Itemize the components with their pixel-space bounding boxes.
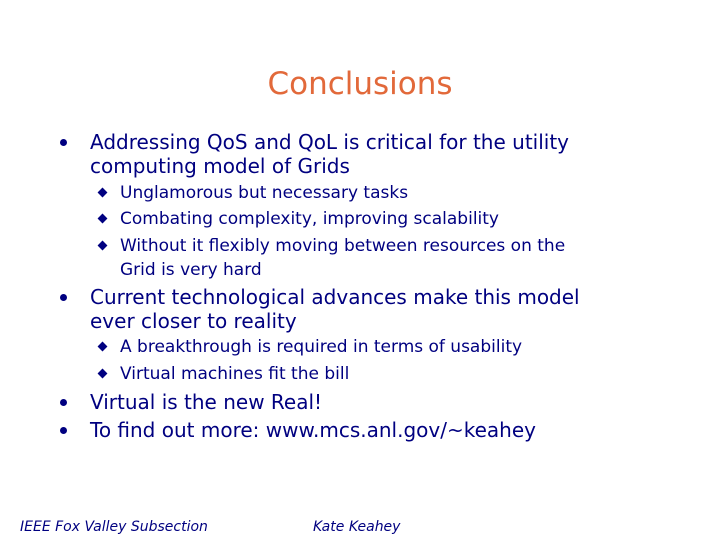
bullet-icon — [60, 399, 67, 406]
bullet-text-line: To find out more: www.mcs.anl.gov/~keahey — [90, 418, 536, 442]
sub-bullet-item — [120, 362, 690, 386]
sub-bullet-text: Combating complexity, improving scalability — [120, 209, 499, 229]
sub-bullet-text: Unglamorous but necessary tasks — [120, 183, 409, 203]
sub-bullet-item — [120, 335, 690, 359]
bullet-text-line: Current technological advances make this model — [90, 285, 580, 309]
sub-bullet-text: A breakthrough is required in terms of usability — [120, 337, 523, 357]
diamond-bullet-icon — [98, 241, 108, 251]
bullet-icon — [60, 139, 67, 146]
sub-bullet-text: Virtual machines fit the bill — [120, 364, 350, 384]
bullet-text-line: Addressing QoS and QoL is critical for the utility — [90, 130, 570, 154]
footer-left: IEEE Fox Valley Subsection — [20, 519, 208, 535]
bullet-text-line: ever closer to reality — [90, 309, 297, 333]
diamond-bullet-icon — [98, 188, 108, 198]
sub-bullet-item — [120, 181, 690, 205]
bullet-text-line: Virtual is the new Real! — [90, 390, 323, 414]
bullet-icon — [60, 427, 67, 434]
bullet-item-1 — [90, 130, 690, 178]
sub-bullet-text: Grid is very hard — [120, 260, 262, 280]
bullet-item-2 — [90, 285, 690, 333]
footer-center: Kate Keahey — [313, 519, 401, 535]
slide-title: Conclusions — [267, 66, 453, 102]
diamond-bullet-icon — [98, 342, 108, 352]
diamond-bullet-icon — [98, 214, 108, 224]
bullet-item-4 — [90, 418, 690, 442]
bullet-icon — [60, 294, 67, 301]
sub-bullet-text: Without it flexibly moving between resources on the — [120, 236, 566, 256]
bullet-text-line: computing model of Grids — [90, 154, 350, 178]
diamond-bullet-icon — [98, 369, 108, 379]
bullet-item-3 — [90, 390, 690, 414]
sub-bullet-item — [120, 234, 690, 282]
sub-bullet-item — [120, 207, 690, 231]
